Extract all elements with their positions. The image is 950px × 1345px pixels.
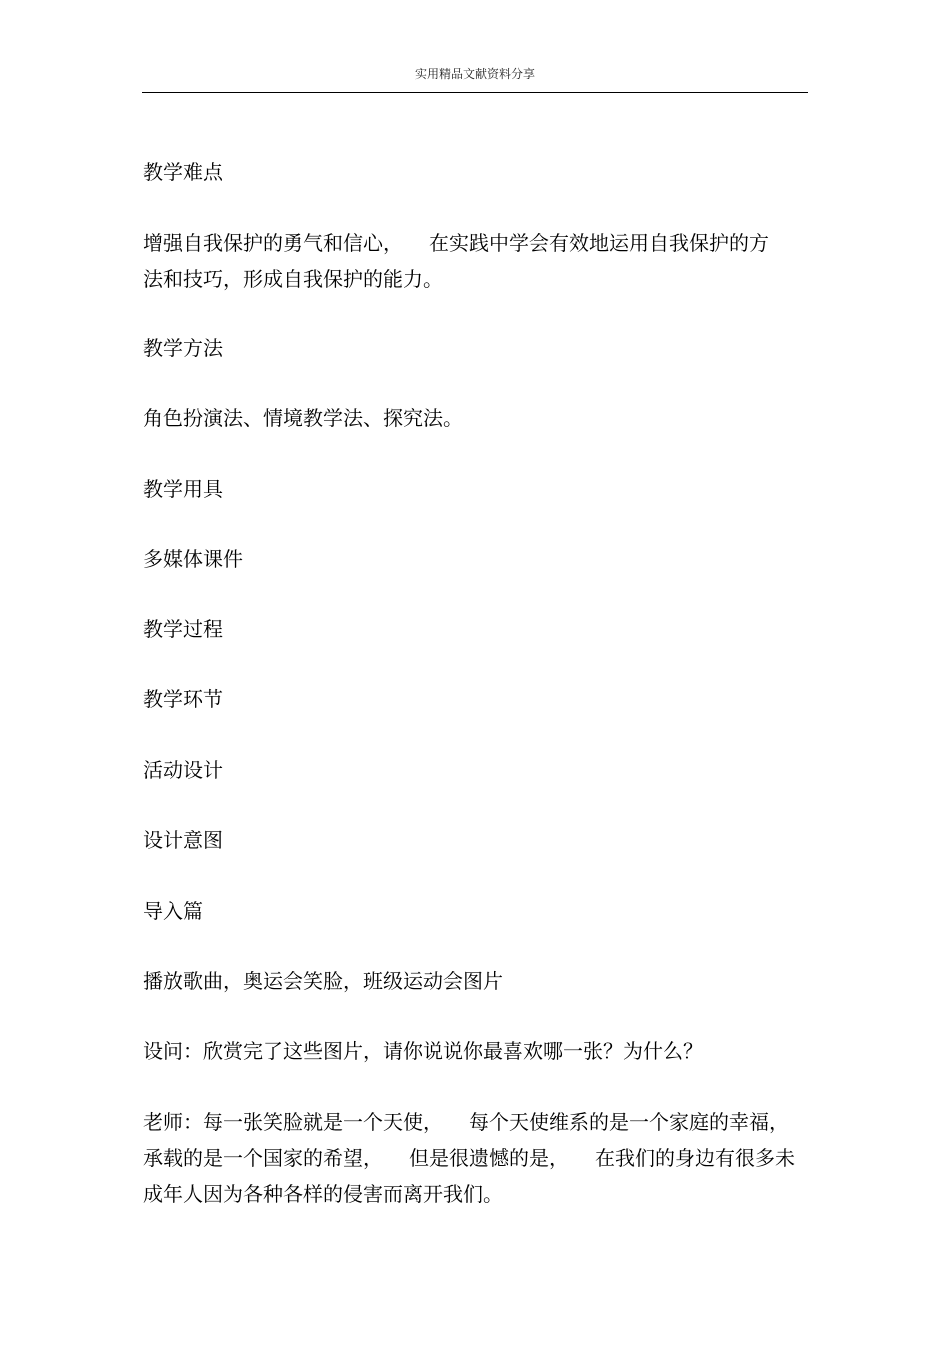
paragraph-teaching-method: 角色扮演法、情境教学法、探究法。 [143,406,463,430]
heading-teaching-process: 教学过程 [143,617,223,641]
paragraph-line [143,1104,803,1140]
text-segment: 在实践中学会有效地运用自我保护的方 [429,231,769,255]
paragraph-question: 设问：欣赏完了这些图片，请你说说你最喜欢哪一张？为什么？ [143,1039,703,1063]
heading-introduction: 导入篇 [143,899,203,923]
heading-teaching-difficulty: 教学难点 [143,160,223,184]
paragraph-line: 法和技巧，形成自我保护的能力。 [143,267,443,291]
text-segment: 但是很遗憾的是， [409,1146,569,1170]
header-text: 实用精品文献资料分享 [414,67,535,81]
heading-design-intent: 设计意图 [143,828,223,852]
text-segment: 承载的是一个国家的希望， [143,1146,383,1170]
paragraph-teaching-difficulty [143,225,803,297]
paragraph-line [143,225,803,261]
text-segment: 在我们的身边有很多未 [595,1146,795,1170]
heading-activity-design: 活动设计 [143,758,223,782]
paragraph-teaching-tools: 多媒体课件 [143,547,243,571]
paragraph-line: 成年人因为各种各样的侵害而离开我们。 [143,1182,503,1206]
text-segment: 老师：每一张笑脸就是一个天使， [143,1110,443,1134]
heading-teaching-method: 教学方法 [143,336,223,360]
heading-teaching-tools: 教学用具 [143,477,223,501]
paragraph-introduction: 播放歌曲，奥运会笑脸，班级运动会图片 [143,969,503,993]
text-segment: 每个天使维系的是一个家庭的幸福， [469,1110,789,1134]
paragraph-line [143,1140,803,1176]
heading-teaching-segment: 教学环节 [143,687,223,711]
paragraph-teacher [143,1104,803,1212]
text-segment: 增强自我保护的勇气和信心， [143,231,403,255]
page-header [142,0,808,93]
